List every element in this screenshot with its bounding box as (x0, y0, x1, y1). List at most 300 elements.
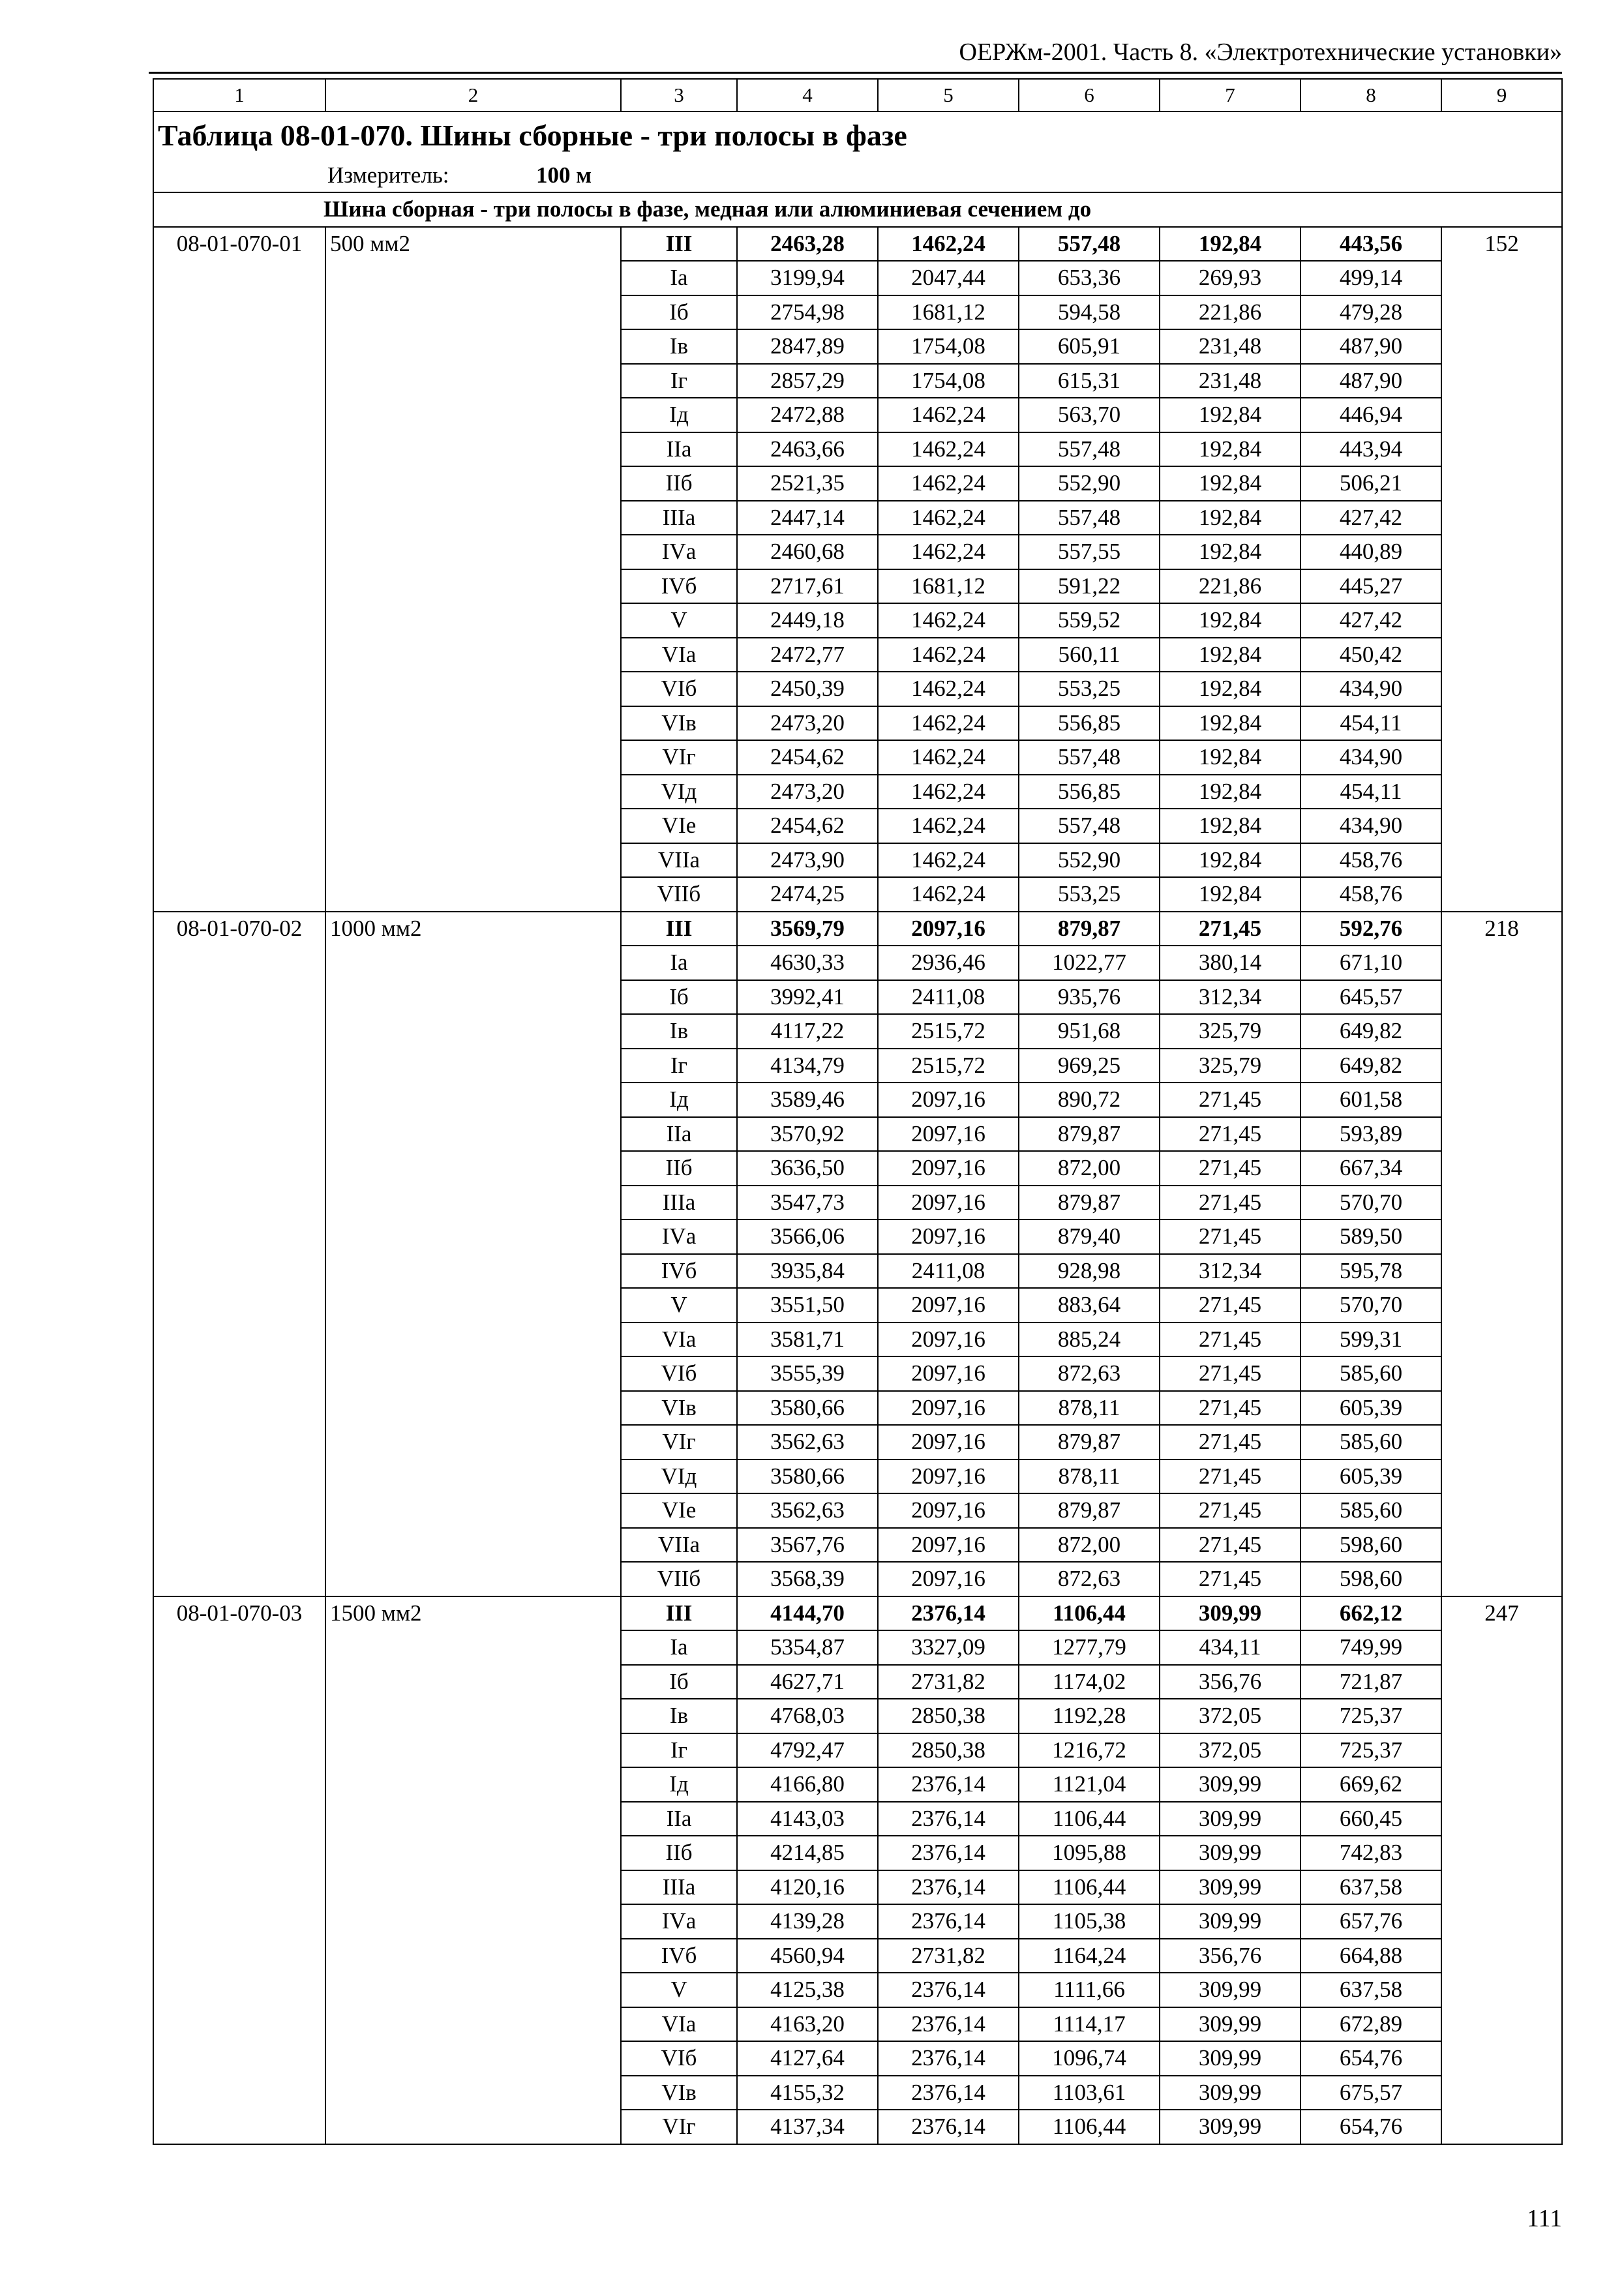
zone-cell: VIг (621, 2110, 737, 2144)
value-cell: 667,34 (1301, 1151, 1441, 1186)
value-cell: 1106,44 (1019, 2110, 1160, 2144)
value-cell: 443,56 (1301, 227, 1441, 262)
value-cell: 309,99 (1160, 1904, 1301, 1939)
value-cell: 271,45 (1160, 1425, 1301, 1459)
value-cell: 3992,41 (737, 980, 878, 1015)
value-cell: 2515,72 (878, 1049, 1019, 1083)
value-cell: 271,45 (1160, 1356, 1301, 1391)
value-cell: 2850,38 (878, 1733, 1019, 1768)
value-cell: 4125,38 (737, 1973, 878, 2007)
value-cell: 605,91 (1019, 329, 1160, 364)
value-cell: 589,50 (1301, 1219, 1441, 1254)
value-cell: 1164,24 (1019, 1939, 1160, 1973)
value-cell: 192,84 (1160, 706, 1301, 741)
page-number: 111 (1526, 2205, 1562, 2232)
value-cell: 2717,61 (737, 569, 878, 604)
value-cell: 487,90 (1301, 329, 1441, 364)
value-cell: 872,63 (1019, 1356, 1160, 1391)
value-cell: 3570,92 (737, 1117, 878, 1152)
table-row (153, 1596, 1562, 1631)
value-cell: 443,94 (1301, 432, 1441, 467)
value-cell: 2450,39 (737, 672, 878, 706)
rate-code: 08-01-070-03 (153, 1596, 325, 2144)
zone-cell: VIIа (621, 1528, 737, 1563)
value-cell: 885,24 (1019, 1323, 1160, 1357)
zone-cell: Iб (621, 295, 737, 330)
value-cell: 325,79 (1160, 1014, 1301, 1049)
value-cell: 2097,16 (878, 1459, 1019, 1494)
value-cell: 595,78 (1301, 1254, 1441, 1289)
value-cell: 2754,98 (737, 295, 878, 330)
value-cell: 585,60 (1301, 1356, 1441, 1391)
zone-cell: Iг (621, 1733, 737, 1768)
value-cell: 2936,46 (878, 946, 1019, 980)
value-cell: 935,76 (1019, 980, 1160, 1015)
value-cell: 446,94 (1301, 398, 1441, 432)
value-cell: 1462,24 (878, 398, 1019, 432)
value-cell: 654,76 (1301, 2110, 1441, 2144)
value-cell: 654,76 (1301, 2041, 1441, 2076)
value-cell: 434,90 (1301, 672, 1441, 706)
zone-cell: Iа (621, 261, 737, 295)
value-cell: 552,90 (1019, 843, 1160, 878)
value-cell: 557,48 (1019, 740, 1160, 775)
column-number: 9 (1441, 79, 1562, 112)
value-cell: 1174,02 (1019, 1665, 1160, 1699)
zone-cell: IIб (621, 466, 737, 501)
value-cell: 1462,24 (878, 466, 1019, 501)
value-cell: 2454,62 (737, 740, 878, 775)
value-cell: 192,84 (1160, 775, 1301, 809)
value-cell: 312,34 (1160, 1254, 1301, 1289)
zone-cell: IIб (621, 1836, 737, 1870)
measure-row (153, 159, 1562, 192)
zone-cell: VIа (621, 1323, 737, 1357)
value-cell: 5354,87 (737, 1630, 878, 1665)
value-cell: 2463,66 (737, 432, 878, 467)
zone-cell: Iа (621, 946, 737, 980)
value-cell: 221,86 (1160, 295, 1301, 330)
value-cell: 1106,44 (1019, 1870, 1160, 1905)
value-cell: 487,90 (1301, 364, 1441, 398)
value-cell: 2097,16 (878, 1151, 1019, 1186)
zone-cell: Iд (621, 1083, 737, 1117)
rate-number: 152 (1441, 227, 1562, 912)
value-cell: 1681,12 (878, 295, 1019, 330)
value-cell: 3567,76 (737, 1528, 878, 1563)
value-cell: 594,58 (1019, 295, 1160, 330)
table-title: Таблица 08-01-070. Шины сборные - три полосы в фазе (153, 112, 1562, 159)
value-cell: 372,05 (1160, 1699, 1301, 1733)
zone-cell: V (621, 1288, 737, 1323)
value-cell: 585,60 (1301, 1493, 1441, 1528)
value-cell: 553,25 (1019, 672, 1160, 706)
value-cell: 669,62 (1301, 1767, 1441, 1802)
value-cell: 3935,84 (737, 1254, 878, 1289)
value-cell: 309,99 (1160, 1870, 1301, 1905)
value-cell: 192,84 (1160, 638, 1301, 672)
zone-cell: Iб (621, 1665, 737, 1699)
value-cell: 3580,66 (737, 1459, 878, 1494)
value-cell: 271,45 (1160, 1391, 1301, 1426)
value-cell: 675,57 (1301, 2076, 1441, 2110)
value-cell: 599,31 (1301, 1323, 1441, 1357)
value-cell: 560,11 (1019, 638, 1160, 672)
value-cell: 3199,94 (737, 261, 878, 295)
value-cell: 601,58 (1301, 1083, 1441, 1117)
value-cell: 4137,34 (737, 2110, 878, 2144)
value-cell: 440,89 (1301, 535, 1441, 569)
value-cell: 879,40 (1019, 1219, 1160, 1254)
column-number: 5 (878, 79, 1019, 112)
value-cell: 749,99 (1301, 1630, 1441, 1665)
rate-code: 08-01-070-02 (153, 912, 325, 1596)
value-cell: 592,76 (1301, 912, 1441, 946)
zone-cell: IIа (621, 1802, 737, 1836)
value-cell: 309,99 (1160, 2041, 1301, 2076)
value-cell: 598,60 (1301, 1562, 1441, 1596)
value-cell: 1022,77 (1019, 946, 1160, 980)
value-cell: 499,14 (1301, 261, 1441, 295)
value-cell: 2731,82 (878, 1665, 1019, 1699)
value-cell: 2472,77 (737, 638, 878, 672)
column-number: 1 (153, 79, 325, 112)
value-cell: 356,76 (1160, 1939, 1301, 1973)
value-cell: 1114,17 (1019, 2007, 1160, 2042)
zone-cell: III (621, 1596, 737, 1631)
value-cell: 1754,08 (878, 329, 1019, 364)
value-cell: 312,34 (1160, 980, 1301, 1015)
value-cell: 1192,28 (1019, 1699, 1160, 1733)
zone-cell: Iд (621, 398, 737, 432)
document-header: ОЕРЖм-2001. Часть 8. «Электротехнические установки» (959, 38, 1562, 66)
value-cell: 2097,16 (878, 1288, 1019, 1323)
measure-label: Измеритель: (327, 162, 449, 188)
value-cell: 2411,08 (878, 980, 1019, 1015)
value-cell: 2447,14 (737, 501, 878, 535)
value-cell: 2454,62 (737, 809, 878, 843)
header-rule (149, 72, 1562, 74)
zone-cell: VIв (621, 2076, 737, 2110)
value-cell: 660,45 (1301, 1802, 1441, 1836)
value-cell: 1462,24 (878, 227, 1019, 262)
value-cell: 878,11 (1019, 1459, 1160, 1494)
value-cell: 2376,14 (878, 2076, 1019, 2110)
value-cell: 2463,28 (737, 227, 878, 262)
value-cell: 672,89 (1301, 2007, 1441, 2042)
value-cell: 570,70 (1301, 1288, 1441, 1323)
column-numbers-row (153, 79, 1562, 112)
value-cell: 479,28 (1301, 295, 1441, 330)
value-cell: 3562,63 (737, 1425, 878, 1459)
rate-name: 500 мм2 (325, 227, 621, 912)
value-cell: 2376,14 (878, 1973, 1019, 2007)
value-cell: 645,57 (1301, 980, 1441, 1015)
value-cell: 2460,68 (737, 535, 878, 569)
value-cell: 3589,46 (737, 1083, 878, 1117)
value-cell: 2473,90 (737, 843, 878, 878)
value-cell: 3555,39 (737, 1356, 878, 1391)
zone-cell: Iв (621, 1699, 737, 1733)
value-cell: 309,99 (1160, 1767, 1301, 1802)
value-cell: 637,58 (1301, 1870, 1441, 1905)
zone-cell: IIIа (621, 1870, 737, 1905)
value-cell: 563,70 (1019, 398, 1160, 432)
value-cell: 2097,16 (878, 1117, 1019, 1152)
value-cell: 649,82 (1301, 1049, 1441, 1083)
value-cell: 271,45 (1160, 1459, 1301, 1494)
value-cell: 271,45 (1160, 912, 1301, 946)
value-cell: 657,76 (1301, 1904, 1441, 1939)
value-cell: 271,45 (1160, 1151, 1301, 1186)
value-cell: 309,99 (1160, 2110, 1301, 2144)
value-cell: 380,14 (1160, 946, 1301, 980)
value-cell: 872,00 (1019, 1528, 1160, 1563)
value-cell: 231,48 (1160, 364, 1301, 398)
zone-cell: IIа (621, 1117, 737, 1152)
value-cell: 1106,44 (1019, 1802, 1160, 1836)
value-cell: 2047,44 (878, 261, 1019, 295)
zone-cell: VIа (621, 2007, 737, 2042)
zone-cell: VIе (621, 1493, 737, 1528)
value-cell: 2411,08 (878, 1254, 1019, 1289)
value-cell: 890,72 (1019, 1083, 1160, 1117)
value-cell: 271,45 (1160, 1083, 1301, 1117)
value-cell: 1462,24 (878, 706, 1019, 741)
zone-cell: IVа (621, 1219, 737, 1254)
table-row (153, 227, 1562, 262)
value-cell: 1462,24 (878, 603, 1019, 638)
value-cell: 192,84 (1160, 227, 1301, 262)
value-cell: 1462,24 (878, 877, 1019, 912)
value-cell: 2857,29 (737, 364, 878, 398)
zone-cell: Iа (621, 1630, 737, 1665)
value-cell: 1462,24 (878, 740, 1019, 775)
value-cell: 3547,73 (737, 1186, 878, 1220)
zone-cell: VIг (621, 1425, 737, 1459)
column-number: 2 (325, 79, 621, 112)
value-cell: 1111,66 (1019, 1973, 1160, 2007)
value-cell: 637,58 (1301, 1973, 1441, 2007)
column-number: 8 (1301, 79, 1441, 112)
value-cell: 664,88 (1301, 1939, 1441, 1973)
value-cell: 951,68 (1019, 1014, 1160, 1049)
value-cell: 1754,08 (878, 364, 1019, 398)
value-cell: 309,99 (1160, 2076, 1301, 2110)
zone-cell: VIIб (621, 1562, 737, 1596)
value-cell: 878,11 (1019, 1391, 1160, 1426)
value-cell: 593,89 (1301, 1117, 1441, 1152)
value-cell: 725,37 (1301, 1733, 1441, 1768)
value-cell: 4155,32 (737, 2076, 878, 2110)
value-cell: 4166,80 (737, 1767, 878, 1802)
value-cell: 2473,20 (737, 706, 878, 741)
value-cell: 192,84 (1160, 466, 1301, 501)
value-cell: 231,48 (1160, 329, 1301, 364)
zone-cell: VIб (621, 672, 737, 706)
zone-cell: VIв (621, 706, 737, 741)
value-cell: 2376,14 (878, 2007, 1019, 2042)
value-cell: 4214,85 (737, 1836, 878, 1870)
value-cell: 2473,20 (737, 775, 878, 809)
value-cell: 1103,61 (1019, 2076, 1160, 2110)
value-cell: 434,11 (1160, 1630, 1301, 1665)
value-cell: 192,84 (1160, 877, 1301, 912)
value-cell: 2376,14 (878, 1836, 1019, 1870)
zone-cell: VIв (621, 1391, 737, 1426)
value-cell: 1462,24 (878, 843, 1019, 878)
zone-cell: V (621, 1973, 737, 2007)
value-cell: 1681,12 (878, 569, 1019, 604)
value-cell: 309,99 (1160, 1802, 1301, 1836)
measure-value: 100 м (536, 162, 592, 188)
value-cell: 556,85 (1019, 706, 1160, 741)
zone-cell: VIе (621, 809, 737, 843)
value-cell: 3581,71 (737, 1323, 878, 1357)
value-cell: 2376,14 (878, 2110, 1019, 2144)
value-cell: 325,79 (1160, 1049, 1301, 1083)
value-cell: 458,76 (1301, 877, 1441, 912)
value-cell: 3569,79 (737, 912, 878, 946)
value-cell: 271,45 (1160, 1562, 1301, 1596)
zone-cell: IVб (621, 569, 737, 604)
value-cell: 271,45 (1160, 1288, 1301, 1323)
value-cell: 872,00 (1019, 1151, 1160, 1186)
table-subtitle: Шина сборная - три полосы в фазе, медная или алюминиевая сечением до (153, 192, 1562, 227)
value-cell: 1462,24 (878, 672, 1019, 706)
value-cell: 1277,79 (1019, 1630, 1160, 1665)
rates-table (153, 78, 1563, 2145)
value-cell: 2521,35 (737, 466, 878, 501)
value-cell: 552,90 (1019, 466, 1160, 501)
value-cell: 1121,04 (1019, 1767, 1160, 1802)
value-cell: 605,39 (1301, 1391, 1441, 1426)
zone-cell: VIб (621, 2041, 737, 2076)
zone-cell: VIб (621, 1356, 737, 1391)
rate-code: 08-01-070-01 (153, 227, 325, 912)
value-cell: 598,60 (1301, 1528, 1441, 1563)
value-cell: 309,99 (1160, 1836, 1301, 1870)
value-cell: 192,84 (1160, 603, 1301, 638)
value-cell: 4143,03 (737, 1802, 878, 1836)
value-cell: 725,37 (1301, 1699, 1441, 1733)
value-cell: 591,22 (1019, 569, 1160, 604)
zone-cell: VIд (621, 775, 737, 809)
zone-cell: IVа (621, 535, 737, 569)
value-cell: 372,05 (1160, 1733, 1301, 1768)
value-cell: 3580,66 (737, 1391, 878, 1426)
zone-cell: VIIб (621, 877, 737, 912)
value-cell: 570,70 (1301, 1186, 1441, 1220)
value-cell: 309,99 (1160, 1596, 1301, 1631)
value-cell: 557,48 (1019, 432, 1160, 467)
zone-cell: IIIа (621, 1186, 737, 1220)
value-cell: 271,45 (1160, 1323, 1301, 1357)
value-cell: 3568,39 (737, 1562, 878, 1596)
value-cell: 356,76 (1160, 1665, 1301, 1699)
value-cell: 883,64 (1019, 1288, 1160, 1323)
value-cell: 557,48 (1019, 809, 1160, 843)
value-cell: 271,45 (1160, 1186, 1301, 1220)
value-cell: 192,84 (1160, 740, 1301, 775)
value-cell: 271,45 (1160, 1117, 1301, 1152)
value-cell: 4134,79 (737, 1049, 878, 1083)
value-cell: 309,99 (1160, 1973, 1301, 2007)
rate-number: 247 (1441, 1596, 1562, 2144)
value-cell: 742,83 (1301, 1836, 1441, 1870)
value-cell: 192,84 (1160, 501, 1301, 535)
value-cell: 2097,16 (878, 1356, 1019, 1391)
column-number: 7 (1160, 79, 1301, 112)
zone-cell: VIIа (621, 843, 737, 878)
value-cell: 649,82 (1301, 1014, 1441, 1049)
value-cell: 309,99 (1160, 2007, 1301, 2042)
value-cell: 427,42 (1301, 501, 1441, 535)
value-cell: 1106,44 (1019, 1596, 1160, 1631)
value-cell: 557,48 (1019, 501, 1160, 535)
table-row (153, 912, 1562, 946)
zone-cell: IIа (621, 432, 737, 467)
value-cell: 2472,88 (737, 398, 878, 432)
value-cell: 4792,47 (737, 1733, 878, 1768)
value-cell: 221,86 (1160, 569, 1301, 604)
value-cell: 2097,16 (878, 1391, 1019, 1426)
value-cell: 653,36 (1019, 261, 1160, 295)
value-cell: 1462,24 (878, 535, 1019, 569)
value-cell: 2474,25 (737, 877, 878, 912)
value-cell: 2097,16 (878, 1323, 1019, 1357)
zone-cell: VIд (621, 1459, 737, 1494)
zone-cell: Iв (621, 1014, 737, 1049)
value-cell: 192,84 (1160, 398, 1301, 432)
value-cell: 4127,64 (737, 2041, 878, 2076)
value-cell: 2097,16 (878, 1425, 1019, 1459)
value-cell: 879,87 (1019, 912, 1160, 946)
value-cell: 928,98 (1019, 1254, 1160, 1289)
value-cell: 434,90 (1301, 740, 1441, 775)
zone-cell: Iг (621, 364, 737, 398)
value-cell: 2097,16 (878, 1219, 1019, 1254)
value-cell: 1096,74 (1019, 2041, 1160, 2076)
value-cell: 4139,28 (737, 1904, 878, 1939)
value-cell: 506,21 (1301, 466, 1441, 501)
value-cell: 2097,16 (878, 912, 1019, 946)
value-cell: 879,87 (1019, 1493, 1160, 1528)
value-cell: 2376,14 (878, 1904, 1019, 1939)
value-cell: 559,52 (1019, 603, 1160, 638)
zone-cell: III (621, 912, 737, 946)
value-cell: 671,10 (1301, 946, 1441, 980)
value-cell: 1462,24 (878, 809, 1019, 843)
value-cell: 445,27 (1301, 569, 1441, 604)
value-cell: 1105,38 (1019, 1904, 1160, 1939)
zone-cell: Iб (621, 980, 737, 1015)
zone-cell: Iг (621, 1049, 737, 1083)
value-cell: 192,84 (1160, 809, 1301, 843)
value-cell: 2376,14 (878, 1802, 1019, 1836)
value-cell: 2097,16 (878, 1493, 1019, 1528)
value-cell: 2097,16 (878, 1528, 1019, 1563)
value-cell: 557,55 (1019, 535, 1160, 569)
zone-cell: V (621, 603, 737, 638)
value-cell: 4163,20 (737, 2007, 878, 2042)
value-cell: 434,90 (1301, 809, 1441, 843)
value-cell: 1462,24 (878, 432, 1019, 467)
value-cell: 4144,70 (737, 1596, 878, 1631)
value-cell: 553,25 (1019, 877, 1160, 912)
value-cell: 557,48 (1019, 227, 1160, 262)
column-number: 3 (621, 79, 737, 112)
